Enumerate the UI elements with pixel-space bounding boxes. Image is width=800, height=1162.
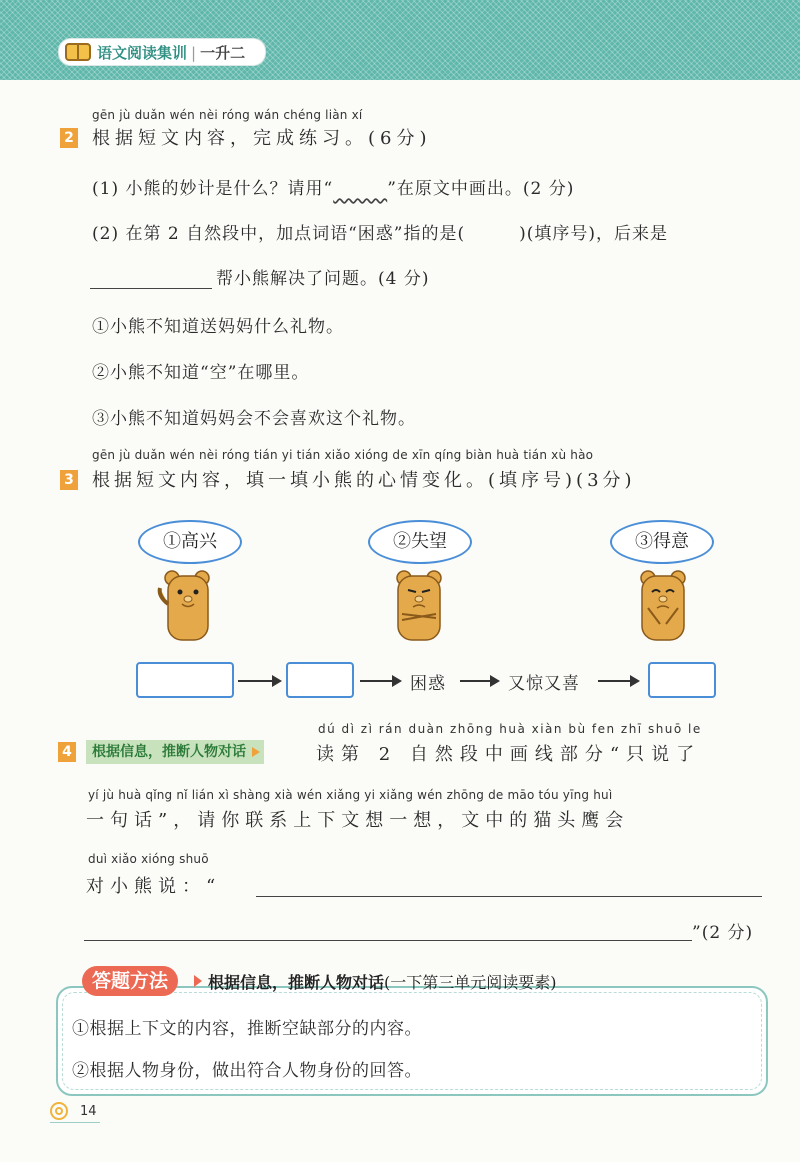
q4-skill-tag: 根据信息，推断人物对话 xyxy=(86,740,264,764)
q2-option-3: ③小熊不知道妈妈会不会喜欢这个礼物。 xyxy=(92,409,416,429)
grade-label: 一升二 xyxy=(200,44,246,62)
q4-pinyin-1: dú dì zì rán duàn zhōng huà xiàn bù fen zhī shuō le xyxy=(318,722,702,736)
q2-option-1: ①小熊不知道送妈妈什么礼物。 xyxy=(92,317,344,337)
mood-bubble-1: ①高兴 xyxy=(138,520,242,564)
q3-pinyin: gēn jù duǎn wén nèi róng tián yi tián xiǎo xióng de xīn qíng biàn huà tián xù hào xyxy=(92,448,594,462)
mood-answer-box-3[interactable] xyxy=(648,662,716,698)
tips-title: 根据信息，推断人物对话(一下第三单元阅读要素) xyxy=(194,970,557,993)
q4-line-3: 对小熊说：“ xyxy=(86,876,222,897)
q2-sub2-line2: 帮小熊解决了问题。(4 分) xyxy=(216,269,430,289)
q2-pinyin: gēn jù duǎn wén nèi róng wán chéng liàn xí xyxy=(92,108,363,122)
q4-number: 4 xyxy=(58,742,76,762)
q4-line-2: 一句话”，请你联系上下文想一想，文中的猫头鹰会 xyxy=(86,810,630,831)
mood-bubble-2: ②失望 xyxy=(368,520,472,564)
header-title-pill xyxy=(58,38,266,66)
spiral-icon xyxy=(50,1102,68,1120)
page-number: 14 xyxy=(80,1104,97,1119)
proud-bear-icon xyxy=(630,568,696,646)
q2-sub1: (1) 小熊的妙计是什么？请用“ ”在原文中画出。(2 分) xyxy=(92,179,575,199)
q3-number: 3 xyxy=(60,470,78,490)
book-title: 语文阅读集训 | 一升二 xyxy=(97,44,246,62)
arrow-4 xyxy=(598,680,638,682)
flow-fixed-surprised: 又惊又喜 xyxy=(508,674,580,694)
q4-line-1: 读第 2 自然段中画线部分“只说了 xyxy=(316,744,702,765)
arrow-1 xyxy=(238,680,280,682)
q4-answer-line-2[interactable] xyxy=(84,940,692,941)
tips-label: 答题方法 xyxy=(82,966,178,996)
q2-title: 根据短文内容，完成练习。(6分) xyxy=(92,128,432,149)
flow-fixed-confused: 困惑 xyxy=(410,674,446,694)
q2-number: 2 xyxy=(60,128,78,148)
wavy-line-mark xyxy=(333,179,387,199)
header-banner xyxy=(0,0,800,80)
q4-end: ”(2 分) xyxy=(692,923,754,943)
play-triangle-icon xyxy=(194,975,202,987)
page-footer-line xyxy=(50,1122,100,1123)
tip-item-1: ①根据上下文的内容，推断空缺部分的内容。 xyxy=(72,1019,422,1039)
mood-answer-box-2[interactable] xyxy=(286,662,354,698)
arrow-3 xyxy=(460,680,498,682)
tip-item-2: ②根据人物身份，做出符合人物身份的回答。 xyxy=(72,1061,422,1081)
q3-title: 根据短文内容，填一填小熊的心情变化。(填序号)(3分) xyxy=(92,470,636,491)
q4-pinyin-3: duì xiǎo xióng shuō xyxy=(88,852,209,866)
happy-bear-icon xyxy=(154,568,220,646)
sad-bear-icon xyxy=(386,568,452,646)
q2-answer-blank[interactable] xyxy=(90,288,212,289)
mood-answer-box-1[interactable] xyxy=(136,662,234,698)
q4-pinyin-2: yí jù huà qǐng nǐ lián xì shàng xià wén xiǎng yi xiǎng wén zhōng de māo tóu yīng huì xyxy=(88,788,613,802)
mood-bubble-3: ③得意 xyxy=(610,520,714,564)
arrow-2 xyxy=(360,680,400,682)
q4-answer-line-1[interactable] xyxy=(256,896,762,897)
open-book-icon xyxy=(65,43,91,61)
q2-sub2-line1: (2) 在第 2 自然段中，加点词语“困惑”指的是( )(填序号)，后来是 xyxy=(92,224,669,244)
q2-option-2: ②小熊不知道“空”在哪里。 xyxy=(92,363,310,383)
